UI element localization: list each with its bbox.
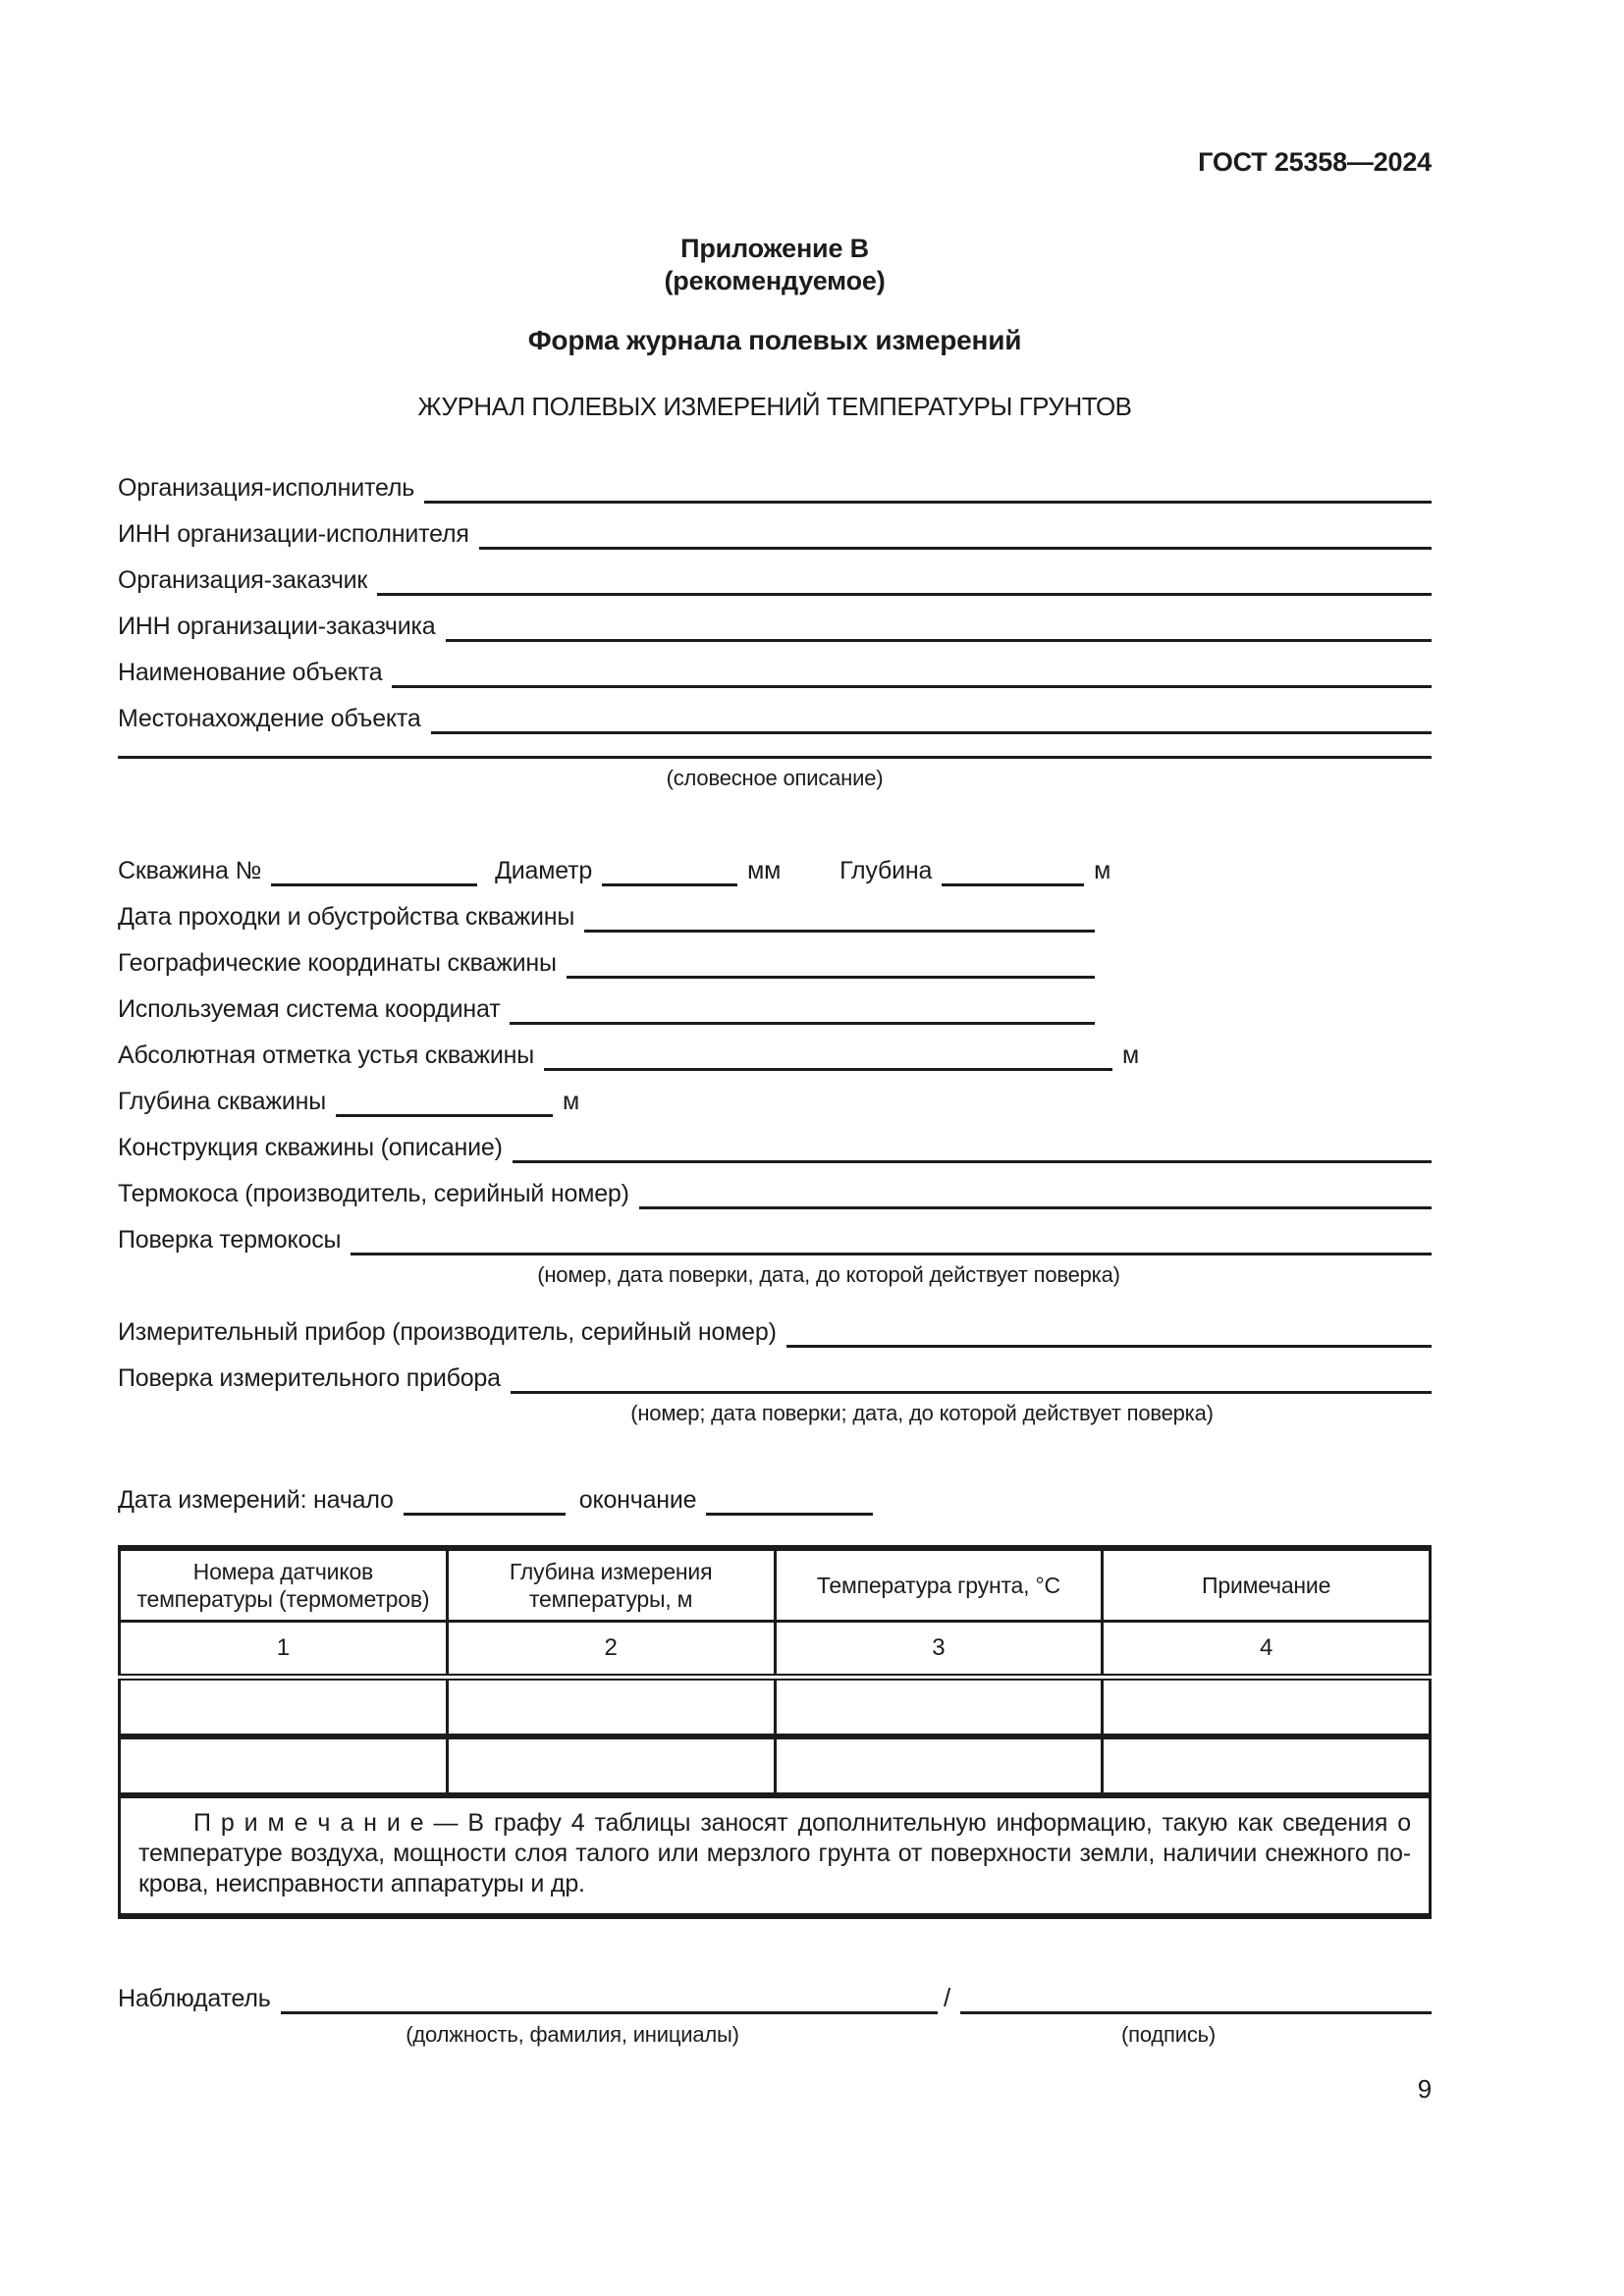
field-row-construction	[118, 1117, 1432, 1163]
executor-inn-label: ИНН организации-исполнителя	[118, 520, 469, 548]
instrument-fill-line[interactable]	[786, 1333, 1432, 1348]
wellhead-elevation-unit: м	[1122, 1041, 1139, 1069]
appendix-heading	[118, 233, 1432, 297]
table-empty-cell[interactable]	[447, 1736, 775, 1792]
field-row-executor-inn	[118, 504, 1432, 550]
diameter-label: Диаметр	[495, 857, 593, 884]
borehole-number-fill-line[interactable]	[271, 872, 477, 886]
drilling-date-label: Дата проходки и обустройства скважины	[118, 903, 575, 931]
field-row-drilling-date	[118, 886, 1095, 933]
field-row-borehole	[118, 840, 1432, 886]
executor-org-label: Организация-исполнитель	[118, 474, 415, 502]
observer-name-fill-line[interactable]	[281, 2000, 938, 2014]
column-number-row	[120, 1622, 1431, 1678]
observer-signature-fill-line[interactable]	[960, 2000, 1432, 2014]
coordinate-system-label: Используемая система координат	[118, 995, 501, 1023]
field-row-measure-dates	[118, 1469, 1432, 1516]
customer-org-fill-line[interactable]	[377, 581, 1432, 596]
table-row	[120, 1736, 1431, 1792]
thermistor-fill-line[interactable]	[639, 1195, 1432, 1209]
field-row-thermistor	[118, 1163, 1432, 1209]
borehole-depth-label: Глубина скважины	[118, 1088, 327, 1115]
field-row-geo-coordinates	[118, 933, 1095, 979]
col-header-remark: Примечание	[1103, 1548, 1431, 1622]
object-location-extra-fill-line[interactable]	[118, 734, 1432, 759]
diameter-fill-line[interactable]	[602, 872, 737, 886]
form-title: Форма журнала полевых измерений	[527, 325, 1022, 355]
observer-label: Наблюдатель	[118, 1985, 271, 2012]
borehole-depth-fill-line[interactable]	[336, 1102, 553, 1117]
location-caption: (словесное описание)	[666, 766, 884, 790]
object-location-fill-line[interactable]	[431, 720, 1432, 734]
coordinate-system-fill-line[interactable]	[510, 1010, 1095, 1025]
observer-caption: (должность, фамилия, инициалы)	[406, 2022, 739, 2047]
instrument-check-fill-line[interactable]	[511, 1379, 1432, 1394]
standard-code: ГОСТ 25358—2024	[1198, 147, 1432, 177]
construction-label: Конструкция скважины (описание)	[118, 1134, 503, 1161]
dates-start-fill-line[interactable]	[404, 1501, 566, 1516]
construction-fill-line[interactable]	[513, 1148, 1432, 1163]
column-number-2: 2	[447, 1622, 775, 1678]
field-row-thermistor-check	[118, 1209, 1432, 1255]
appendix-note: (рекомендуемое)	[664, 266, 886, 295]
col-header-soil-temperature: Температура грунта, °С	[775, 1548, 1103, 1622]
field-row-wellhead-elevation	[118, 1025, 1139, 1071]
diameter-unit: мм	[747, 857, 782, 884]
instrument-check-caption: (номер; дата поверки; дата, до которой действует поверка)	[630, 1401, 1214, 1425]
object-location-label: Местонахождение объекта	[118, 705, 421, 732]
table-empty-cell[interactable]	[775, 1678, 1103, 1737]
dates-start-label: Дата измерений: начало	[118, 1486, 394, 1514]
dates-end-fill-line[interactable]	[706, 1501, 873, 1516]
table-header-row	[120, 1548, 1431, 1622]
customer-org-label: Организация-заказчик	[118, 566, 368, 594]
object-name-fill-line[interactable]	[392, 673, 1432, 688]
executor-org-fill-line[interactable]	[424, 489, 1432, 504]
dates-end-label: окончание	[578, 1486, 697, 1514]
table-empty-cell[interactable]	[447, 1678, 775, 1737]
thermistor-label: Термокоса (производитель, серийный номер)	[118, 1180, 629, 1207]
field-row-object-name	[118, 642, 1432, 688]
note-line: П р и м е ч а н и е — В графу 4 таблицы заносят дополнительную информацию, такую как сведения о	[193, 1809, 1411, 1837]
wellhead-elevation-label: Абсолютная отметка устья скважины	[118, 1041, 535, 1069]
note-line: крова, неисправности аппаратуры и др.	[138, 1870, 585, 1897]
depth-unit: м	[1094, 857, 1111, 884]
field-row-instrument-check	[118, 1348, 1432, 1394]
drilling-date-fill-line[interactable]	[584, 918, 1095, 933]
note-line: температуре воздуха, мощности слоя талого или мерзлого грунта от поверхности земли, наличии снежного по-	[138, 1840, 1411, 1867]
customer-inn-label: ИНН организации-заказчика	[118, 613, 436, 640]
table-empty-cell[interactable]	[1103, 1678, 1431, 1737]
depth-label: Глубина	[839, 857, 933, 884]
signature-caption: (подпись)	[1120, 2022, 1217, 2047]
table-empty-cell[interactable]	[120, 1736, 448, 1792]
field-row-borehole-depth	[118, 1071, 579, 1117]
table-empty-cell[interactable]	[1103, 1736, 1431, 1792]
field-row-instrument	[118, 1302, 1432, 1348]
col-header-sensor-numbers: Номера датчиков температуры (термометров)	[120, 1548, 448, 1622]
field-row-customer-org	[118, 550, 1432, 596]
field-row-object-location	[118, 688, 1432, 734]
borehole-number-label: Скважина №	[118, 857, 262, 884]
thermistor-check-label: Поверка термокосы	[118, 1226, 342, 1254]
column-number-4: 4	[1103, 1622, 1431, 1678]
table-note-box	[118, 1792, 1432, 1919]
depth-fill-line[interactable]	[942, 872, 1084, 886]
thermistor-check-caption: (номер, дата поверки, дата, до которой действует поверка)	[537, 1262, 1120, 1287]
table-empty-cell[interactable]	[775, 1736, 1103, 1792]
page-number: 9	[1417, 2074, 1432, 2104]
wellhead-elevation-fill-line[interactable]	[544, 1056, 1112, 1071]
field-row-coordinate-system	[118, 979, 1095, 1025]
borehole-depth-unit: м	[563, 1088, 579, 1115]
appendix-title: Приложение В	[680, 234, 869, 263]
customer-inn-fill-line[interactable]	[446, 627, 1432, 642]
geo-coordinates-fill-line[interactable]	[567, 964, 1095, 979]
instrument-check-label: Поверка измерительного прибора	[118, 1364, 501, 1392]
measurements-table	[118, 1545, 1432, 1792]
table-row	[120, 1678, 1431, 1737]
observer-row	[118, 1968, 1432, 2014]
field-row-executor-org	[118, 457, 1432, 504]
column-number-1: 1	[120, 1622, 448, 1678]
observer-slash: /	[943, 1983, 950, 2012]
thermistor-check-fill-line[interactable]	[351, 1241, 1432, 1255]
table-empty-cell[interactable]	[120, 1678, 448, 1737]
column-number-3: 3	[775, 1622, 1103, 1678]
observer-captions-row	[118, 2022, 1432, 2052]
col-header-measure-depth: Глубина измерения температуры, м	[447, 1548, 775, 1622]
executor-inn-fill-line[interactable]	[479, 535, 1432, 550]
journal-title: ЖУРНАЛ ПОЛЕВЫХ ИЗМЕРЕНИЙ ТЕМПЕРАТУРЫ ГРУНТОВ	[417, 392, 1132, 421]
field-row-customer-inn	[118, 596, 1432, 642]
form-fields	[118, 457, 1432, 1516]
geo-coordinates-label: Географические координаты скважины	[118, 949, 557, 977]
instrument-label: Измерительный прибор (производитель, серийный номер)	[118, 1318, 777, 1346]
object-name-label: Наименование объекта	[118, 659, 383, 686]
